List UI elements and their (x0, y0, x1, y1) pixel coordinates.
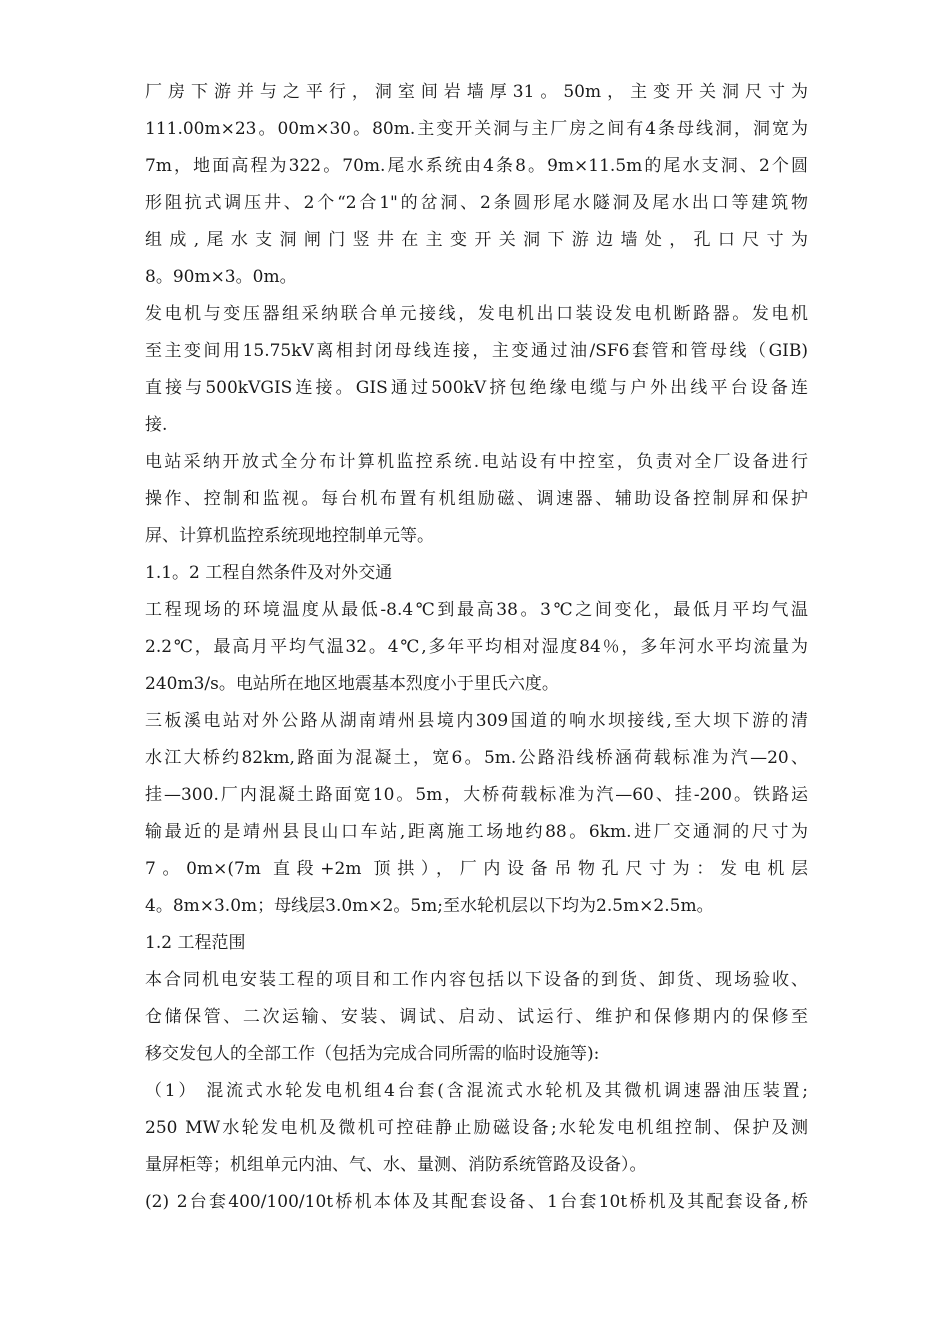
text-line: 接. (145, 415, 168, 435)
text-line: 电站采纳开放式全分布计算机监控系统.电站设有中控室，负责对全厂设备进行 (145, 452, 808, 472)
text-line: 8。90m×3。0m。 (145, 267, 297, 287)
text-line: 操作、控制和监视。每台机布置有机组励磁、调速器、辅助设备控制屏和保护 (145, 489, 808, 509)
document-body (145, 74, 808, 1221)
paragraph (145, 962, 808, 1073)
section-heading (145, 925, 808, 962)
text-line: 挂—300.厂内混凝土路面宽10。5m，大桥荷载标准为汽—60、挂-200。铁路运 (145, 785, 808, 805)
text-line: 7。0m×(7m 直段+2m 顶拱），厂内设备吊物孔尺寸为：发电机层 (145, 859, 808, 879)
paragraph (145, 444, 808, 555)
text-line: (2) 2台套400/100/10t桥机本体及其配套设备、1台套10t桥机及其配套设备,桥 (145, 1192, 808, 1212)
text-line: 250 MW水轮发电机及微机可控硅静止励磁设备;水轮发电机组控制、保护及测 (145, 1118, 808, 1138)
text-line: 2.2℃，最高月平均气温32。4℃,多年平均相对湿度84％，多年河水平均流量为 (145, 637, 808, 657)
text-line: 三板溪电站对外公路从湖南靖州县境内309国道的响水坝接线,至大坝下游的清 (145, 711, 808, 731)
text-line: 组成,尾水支洞闸门竖井在主变开关洞下游边墙处，孔口尺寸为 (145, 230, 808, 250)
text-line: 移交发包人的全部工作（包括为完成合同所需的临时设施等): (145, 1044, 600, 1064)
text-line: 1.2 工程范围 (145, 933, 246, 953)
paragraph (145, 703, 808, 925)
text-line: 形阻抗式调压井、2个“2合1"的岔洞、2条圆形尾水隧洞及尾水出口等建筑物 (145, 193, 808, 213)
paragraph (145, 1184, 808, 1221)
text-line: 输最近的是靖州县艮山口车站,距离施工场地约88。6km.进厂交通洞的尺寸为 (145, 822, 808, 842)
text-line: 1.1。2 工程自然条件及对外交通 (145, 563, 393, 583)
paragraph (145, 592, 808, 703)
text-line: 111.00m×23。00m×30。80m.主变开关洞与主厂房之间有4条母线洞，洞宽为 (145, 119, 808, 139)
text-line: 量屏柜等；机组单元内油、气、水、量测、消防系统管路及设备）。 (145, 1155, 647, 1175)
text-line: 4。8m×3.0m；母线层3.0m×2。5m;至水轮机层以下均为2.5m×2.5m。 (145, 896, 714, 916)
text-line: 仓储保管、二次运输、安装、调试、启动、试运行、维护和保修期内的保修至 (145, 1007, 808, 1027)
text-line: 240m3/s。电站所在地区地震基本烈度小于里氏六度。 (145, 674, 559, 694)
text-line: 工程现场的环境温度从最低-8.4℃到最高38。3℃之间变化，最低月平均气温 (145, 600, 808, 620)
text-line: 直接与500kVGIS连接。GIS通过500kV挤包绝缘电缆与户外出线平台设备连 (145, 378, 808, 398)
text-line: 发电机与变压器组采纳联合单元接线，发电机出口装设发电机断路器。发电机 (145, 304, 808, 324)
text-line: （1） 混流式水轮发电机组4台套(含混流式水轮机及其微机调速器油压装置; (145, 1081, 808, 1101)
paragraph (145, 1073, 808, 1184)
text-line: 7m，地面高程为322。70m.尾水系统由4条8。9m×11.5m的尾水支洞、2个圆 (145, 156, 808, 176)
paragraph (145, 74, 808, 296)
paragraph (145, 296, 808, 444)
text-line: 屏、计算机监控系统现地控制单元等。 (145, 526, 434, 546)
section-heading (145, 555, 808, 592)
text-line: 至主变间用15.75kV离相封闭母线连接，主变通过油/SF6套管和管母线（GIB) (145, 341, 808, 361)
text-line: 本合同机电安装工程的项目和工作内容包括以下设备的到货、卸货、现场验收、 (145, 970, 808, 990)
text-line: 厂房下游并与之平行，洞室间岩墙厚31。50m，主变开关洞尺寸为 (145, 82, 808, 102)
text-line: 水江大桥约82km,路面为混凝土，宽6。5m.公路沿线桥涵荷载标准为汽—20、 (145, 748, 808, 768)
